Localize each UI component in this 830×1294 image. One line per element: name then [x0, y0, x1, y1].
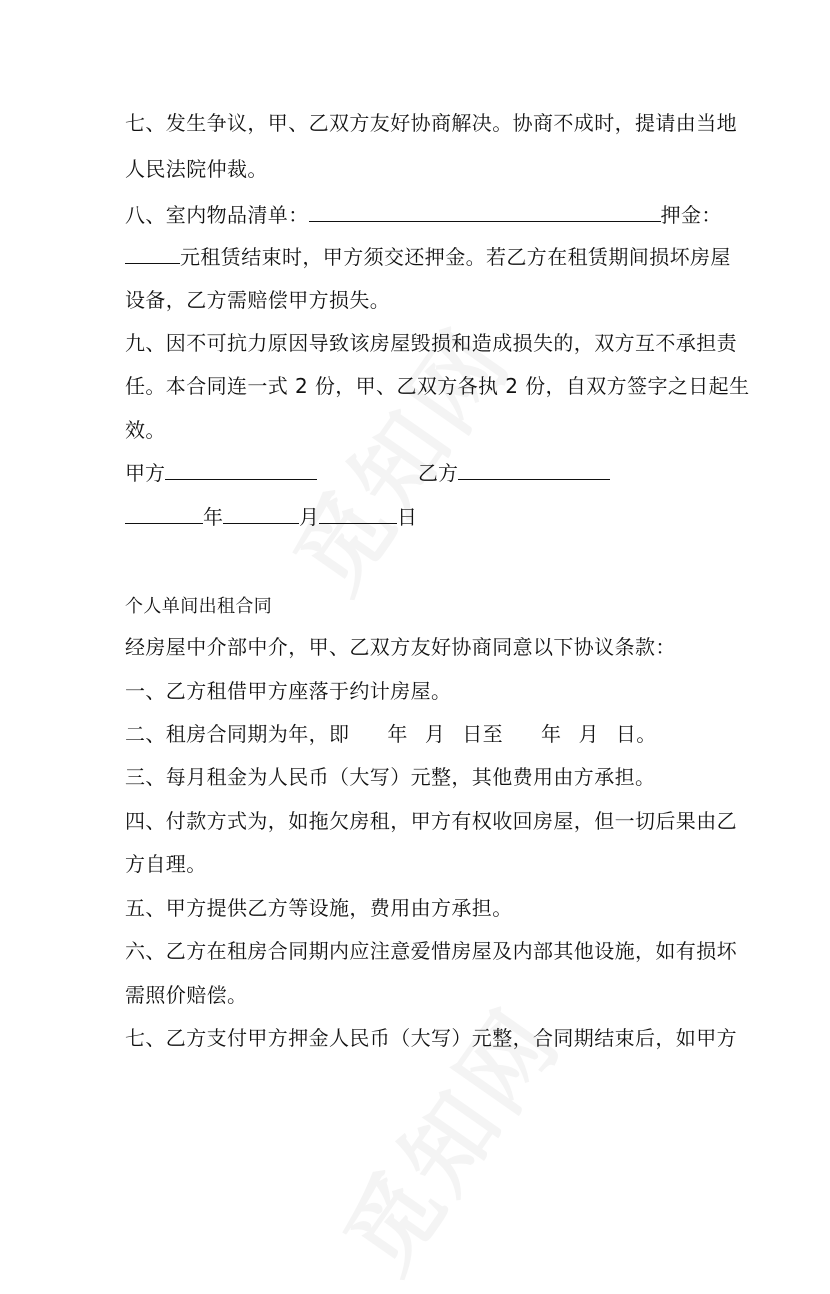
- start-year: 年: [387, 722, 408, 746]
- clause-9-line-1: 九、因不可抗力原因导致该房屋毁损和造成损失的，双方互不承担责: [125, 331, 737, 355]
- deposit-blank: [125, 243, 180, 264]
- clause-2-text: 二、租房合同期为年，即: [125, 722, 350, 746]
- clause-8-line-3: 设备，乙方需赔偿甲方损失。: [125, 288, 391, 312]
- end-month: 月: [578, 722, 599, 746]
- party-b-blank: [458, 459, 610, 480]
- clause-1: 一、乙方租借甲方座落于约计房屋。: [125, 679, 452, 703]
- clause-5: 五、甲方提供乙方等设施，费用由方承担。: [125, 896, 513, 920]
- party-a-blank: [165, 459, 317, 480]
- inventory-label: 八、室内物品清单：: [125, 203, 309, 227]
- contract-intro: 经房屋中介部中介，甲、乙双方友好协商同意以下协议条款：: [125, 635, 676, 659]
- clause-8-text: 元租赁结束时，甲方须交还押金。若乙方在租赁期间损坏房屋: [180, 245, 731, 269]
- year-blank: [125, 503, 203, 524]
- clause-6-line-1: 六、乙方在租房合同期内应注意爱惜房屋及内部其他设施，如有损坏: [125, 939, 737, 963]
- clause-4-line-1: 四、付款方式为，如拖欠房租，甲方有权收回房屋，但一切后果由乙: [125, 809, 737, 833]
- party-b-label: 乙方: [418, 461, 458, 485]
- day-label: 日: [397, 505, 417, 529]
- clause-8-line-1: [125, 201, 722, 228]
- deposit-label: 押金：: [660, 203, 722, 227]
- party-a-label: 甲方: [125, 461, 165, 485]
- clause-9-line-2: 任。本合同连一式 2 份，甲、乙双方各执 2 份，自双方签字之日起生: [125, 374, 750, 398]
- inventory-blank: [309, 201, 661, 222]
- contract-title: 个人单间出租合同: [125, 596, 273, 617]
- clause-6-line-2: 需照价赔偿。: [125, 983, 248, 1007]
- month-label: 月: [299, 505, 319, 529]
- clause-4-line-2: 方自理。: [125, 852, 207, 876]
- clause-8-line-2: [125, 243, 731, 270]
- clause-7b-line-1: 七、乙方支付甲方押金人民币（大写）元整，合同期结束后，如甲方: [125, 1026, 737, 1050]
- clause-2: [125, 721, 710, 747]
- party-b-signature: [418, 459, 610, 486]
- date-line: [125, 503, 417, 530]
- clause-9-line-3: 效。: [125, 418, 166, 442]
- clause-3: 三、每月租金为人民币（大写）元整，其他费用由方承担。: [125, 765, 656, 789]
- clause-7-line-2: 人民法院仲裁。: [125, 157, 268, 181]
- year-label: 年: [203, 505, 223, 529]
- day-blank: [319, 503, 397, 524]
- start-month: 月: [424, 722, 446, 746]
- end-day: 日。: [615, 722, 657, 746]
- clause-7-line-1: 七、发生争议，甲、乙双方友好协商解决。协商不成时，提请由当地: [125, 111, 737, 135]
- start-day: 日至: [462, 722, 504, 746]
- month-blank: [223, 503, 299, 524]
- party-a-signature: [125, 459, 317, 486]
- end-year: 年: [541, 722, 562, 746]
